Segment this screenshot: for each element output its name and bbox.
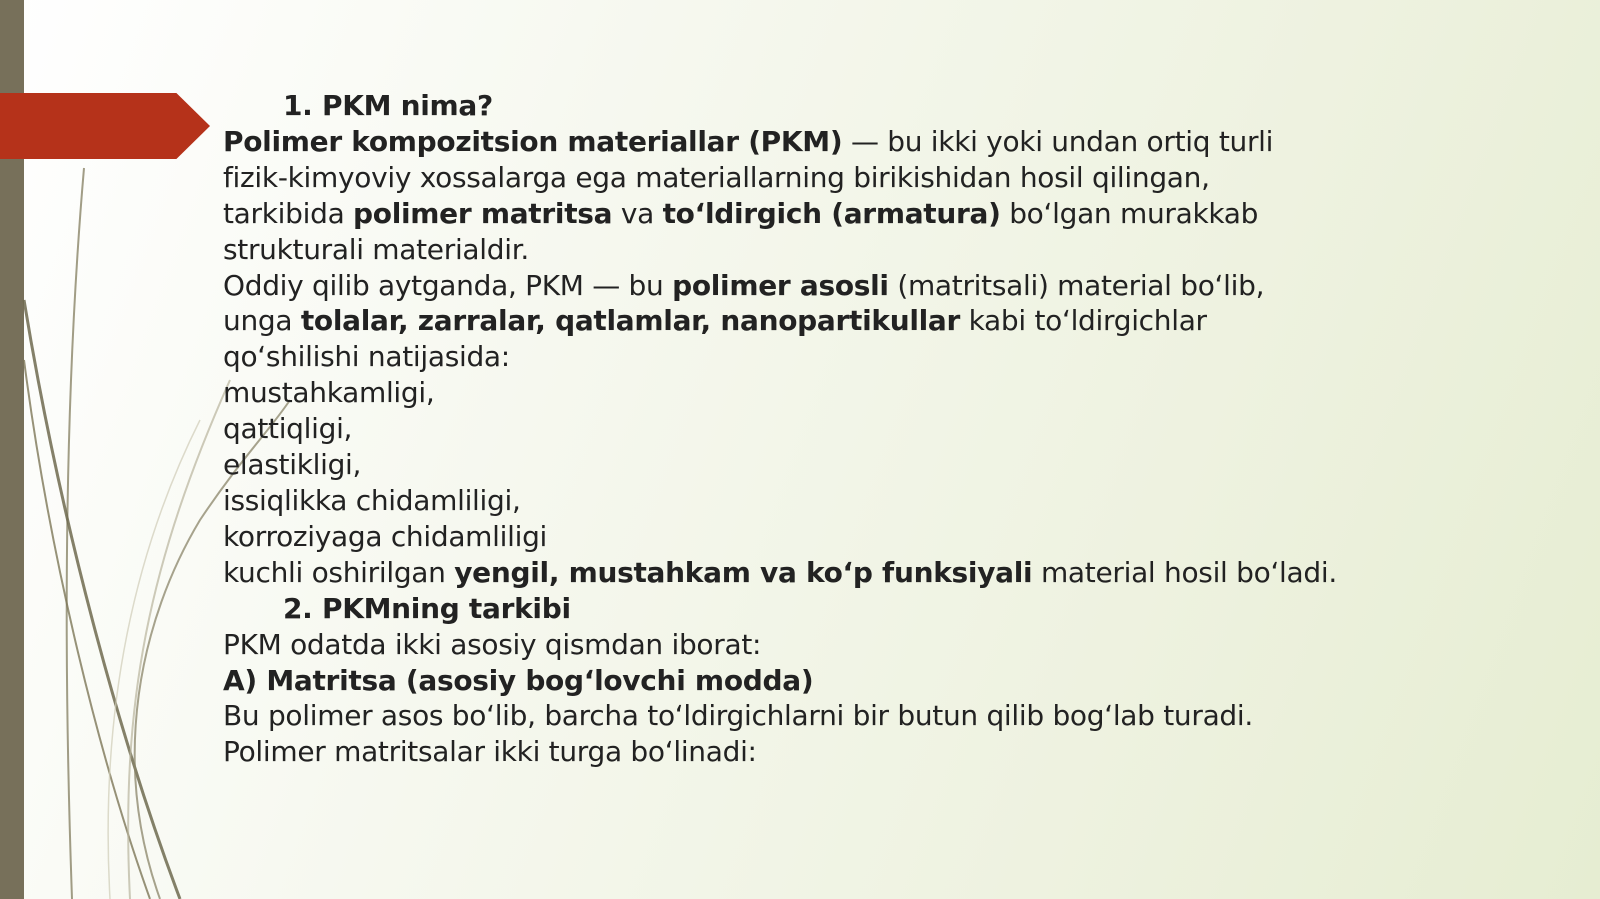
text-run: strukturali materialdir. — [223, 232, 529, 266]
text-line — [223, 734, 1583, 770]
text-run: Polimer matritsalar ikki turga boʻlinadi: — [223, 735, 757, 769]
text-line — [223, 124, 1583, 160]
text-run: qoʻshilishi natijasida: — [223, 340, 510, 374]
section-heading — [223, 591, 1583, 627]
text-run: kabi toʻldirgichlar — [960, 304, 1207, 338]
text-run: 1. PKM nima? — [283, 89, 493, 122]
text-run: fizik-kimyoviy xossalarga ega materiallarning birikishidan hosil qilingan, — [223, 160, 1210, 194]
bold-text-run: A) Matritsa (asosiy bogʻlovchi modda) — [223, 663, 814, 697]
bold-text-run: polimer matritsa — [353, 196, 613, 230]
text-run: tarkibida — [223, 196, 354, 230]
bold-text-run: polimer asosli — [672, 268, 889, 302]
text-line — [223, 268, 1583, 304]
text-run: mustahkamligi, — [223, 376, 435, 410]
text-line — [223, 339, 1583, 375]
text-line — [223, 519, 1583, 555]
text-line — [223, 303, 1583, 339]
text-run: 2. PKMning tarkibi — [283, 591, 571, 625]
text-run: va — [612, 196, 663, 230]
text-line — [223, 663, 1583, 699]
bold-text-run: toʻldirgich (armatura) — [662, 196, 1001, 230]
bold-text-run: Polimer kompozitsion materiallar (PKM) — [223, 124, 843, 158]
text-run: qattiqligi, — [223, 412, 353, 446]
text-line — [223, 698, 1583, 734]
text-line — [223, 627, 1583, 663]
slide-text-body — [223, 88, 1583, 770]
text-run: issiqlikka chidamliligi, — [223, 483, 521, 517]
text-run: material hosil boʻladi. — [1032, 555, 1337, 589]
text-run: kuchli oshirilgan — [223, 555, 455, 589]
text-line — [223, 411, 1583, 447]
text-run: PKM odatda ikki asosiy qismdan iborat: — [223, 627, 762, 661]
text-run: elastikligi, — [223, 448, 362, 482]
text-line — [223, 555, 1583, 591]
text-run: Bu polimer asos boʻlib, barcha toʻldirgichlarni bir butun qilib bogʻlab turadi. — [223, 699, 1253, 733]
text-line — [223, 196, 1583, 232]
text-line — [223, 232, 1583, 268]
text-run: korroziyaga chidamliligi — [223, 519, 548, 553]
text-line — [223, 160, 1583, 196]
section-heading — [223, 88, 1583, 124]
text-run: boʻlgan murakkab — [1000, 196, 1259, 230]
bold-text-run: tolalar, zarralar, qatlamlar, nanopartikullar — [300, 304, 961, 338]
text-run: (matritsali) material boʻlib, — [888, 268, 1265, 302]
text-run: Oddiy qilib aytganda, PKM — bu — [223, 268, 673, 302]
text-line — [223, 375, 1583, 411]
text-line — [223, 483, 1583, 519]
bold-text-run: yengil, mustahkam va koʻp funksiyali — [454, 555, 1033, 589]
accent-arrow-shape — [0, 93, 210, 159]
text-run: unga — [223, 304, 301, 338]
text-run: — bu ikki yoki undan ortiq turli — [842, 124, 1274, 158]
text-line — [223, 447, 1583, 483]
